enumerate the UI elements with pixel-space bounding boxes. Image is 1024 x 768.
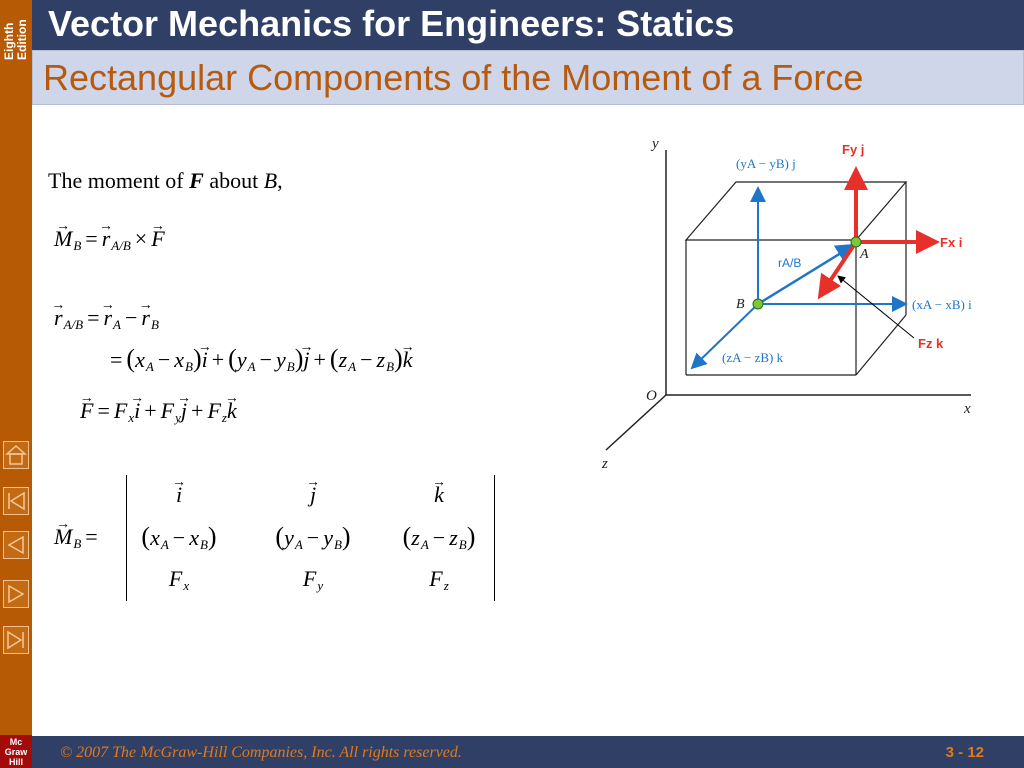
axis-label-z: z [602,456,608,472]
home-icon [4,442,28,468]
last-slide-button[interactable] [3,626,29,654]
z-axis [606,395,666,450]
edition-line1: Eighth [2,22,16,60]
slide-title: Vector Mechanics for Engineers: Statics [48,3,735,44]
equation-position-vector: → $r_{A/B} =\to r_A -\to r_B$ [54,304,159,339]
previous-icon [4,532,28,558]
first-slide-button[interactable] [3,487,29,515]
label-fx: Fx i [940,235,963,250]
intro-text [48,166,283,196]
equation-position-components: = $(x_A - x_B)\to i + (y_A - y_B)\to j + (z_A - z_B)\to k$ [106,345,412,381]
box-top-face [686,182,906,240]
logo-line1: Mc [9,737,23,747]
last-icon [4,627,28,653]
label-fz: Fz k [918,336,944,351]
det-cell-j: → j [310,481,316,509]
point-A [851,237,861,247]
point-label-A: A [860,247,869,262]
intro-post: , [277,168,283,193]
next-slide-button[interactable] [3,580,29,608]
label-rab: rA/B [778,256,802,270]
point-label-B: B [736,297,745,312]
intro-mid: about [203,168,264,193]
intro-pre: The moment of [48,168,190,193]
publisher-logo [0,735,32,768]
determinant-lhs: → $M_B$ = [54,523,102,558]
label-x-diff: (xA − xB) i [912,297,972,312]
axis-label-x: x [964,401,971,417]
intro-force: F [189,168,204,193]
first-icon [4,488,28,514]
det-cell-i: → i [176,481,182,509]
equation-force-components: → $F = F_x\to i + F_y\to j + F_z\to k$ [80,397,237,432]
copyright-text: © 2007 The McGraw-Hill Companies, Inc. All rights reserved. [60,744,462,761]
fz-pointer-line [838,276,914,338]
axis-label-y: y [652,136,659,152]
label-y-diff: (yA − yB) j [736,156,796,171]
edition-label [1,2,31,62]
det-cell-fy: $F_y$ [302,566,324,593]
page-number: 3 - 12 [945,744,984,761]
equation-moment-cross: → $M_B =\to r_{A/B} \times\to F$ [54,225,165,260]
force-z-arrow [820,242,856,296]
logo-line2: Graw [4,747,28,757]
det-cell-dz: $(z_A - z_B)$ [402,522,476,552]
intro-point: B [263,168,278,193]
det-cell-fz: $F_z$ [429,566,449,593]
previous-slide-button[interactable] [3,531,29,559]
title-bar [32,0,1024,50]
label-z-diff: (zA − zB) k [722,350,784,365]
home-button[interactable] [3,441,29,469]
det-cell-k: → k [434,481,444,509]
slide-subtitle: Rectangular Components of the Moment of a Force [43,57,864,98]
next-icon [4,581,28,607]
footer-bar [32,736,1024,768]
det-cell-fx: $F_x$ [168,566,190,593]
logo-line3: Hill [8,757,23,767]
det-cell-dx: $(x_A - x_B)$ [141,522,217,552]
position-vector-arrow [758,245,854,304]
det-cell-dy: $(y_A - y_B)$ [275,522,351,552]
edition-line2: Edition [15,19,29,60]
origin-label: O [646,388,657,404]
label-fy: Fy j [842,142,865,157]
moment-diagram [596,130,986,480]
determinant-matrix [126,475,495,601]
subtitle-bar [32,50,1024,105]
sidebar [0,0,32,768]
point-B [753,299,763,309]
